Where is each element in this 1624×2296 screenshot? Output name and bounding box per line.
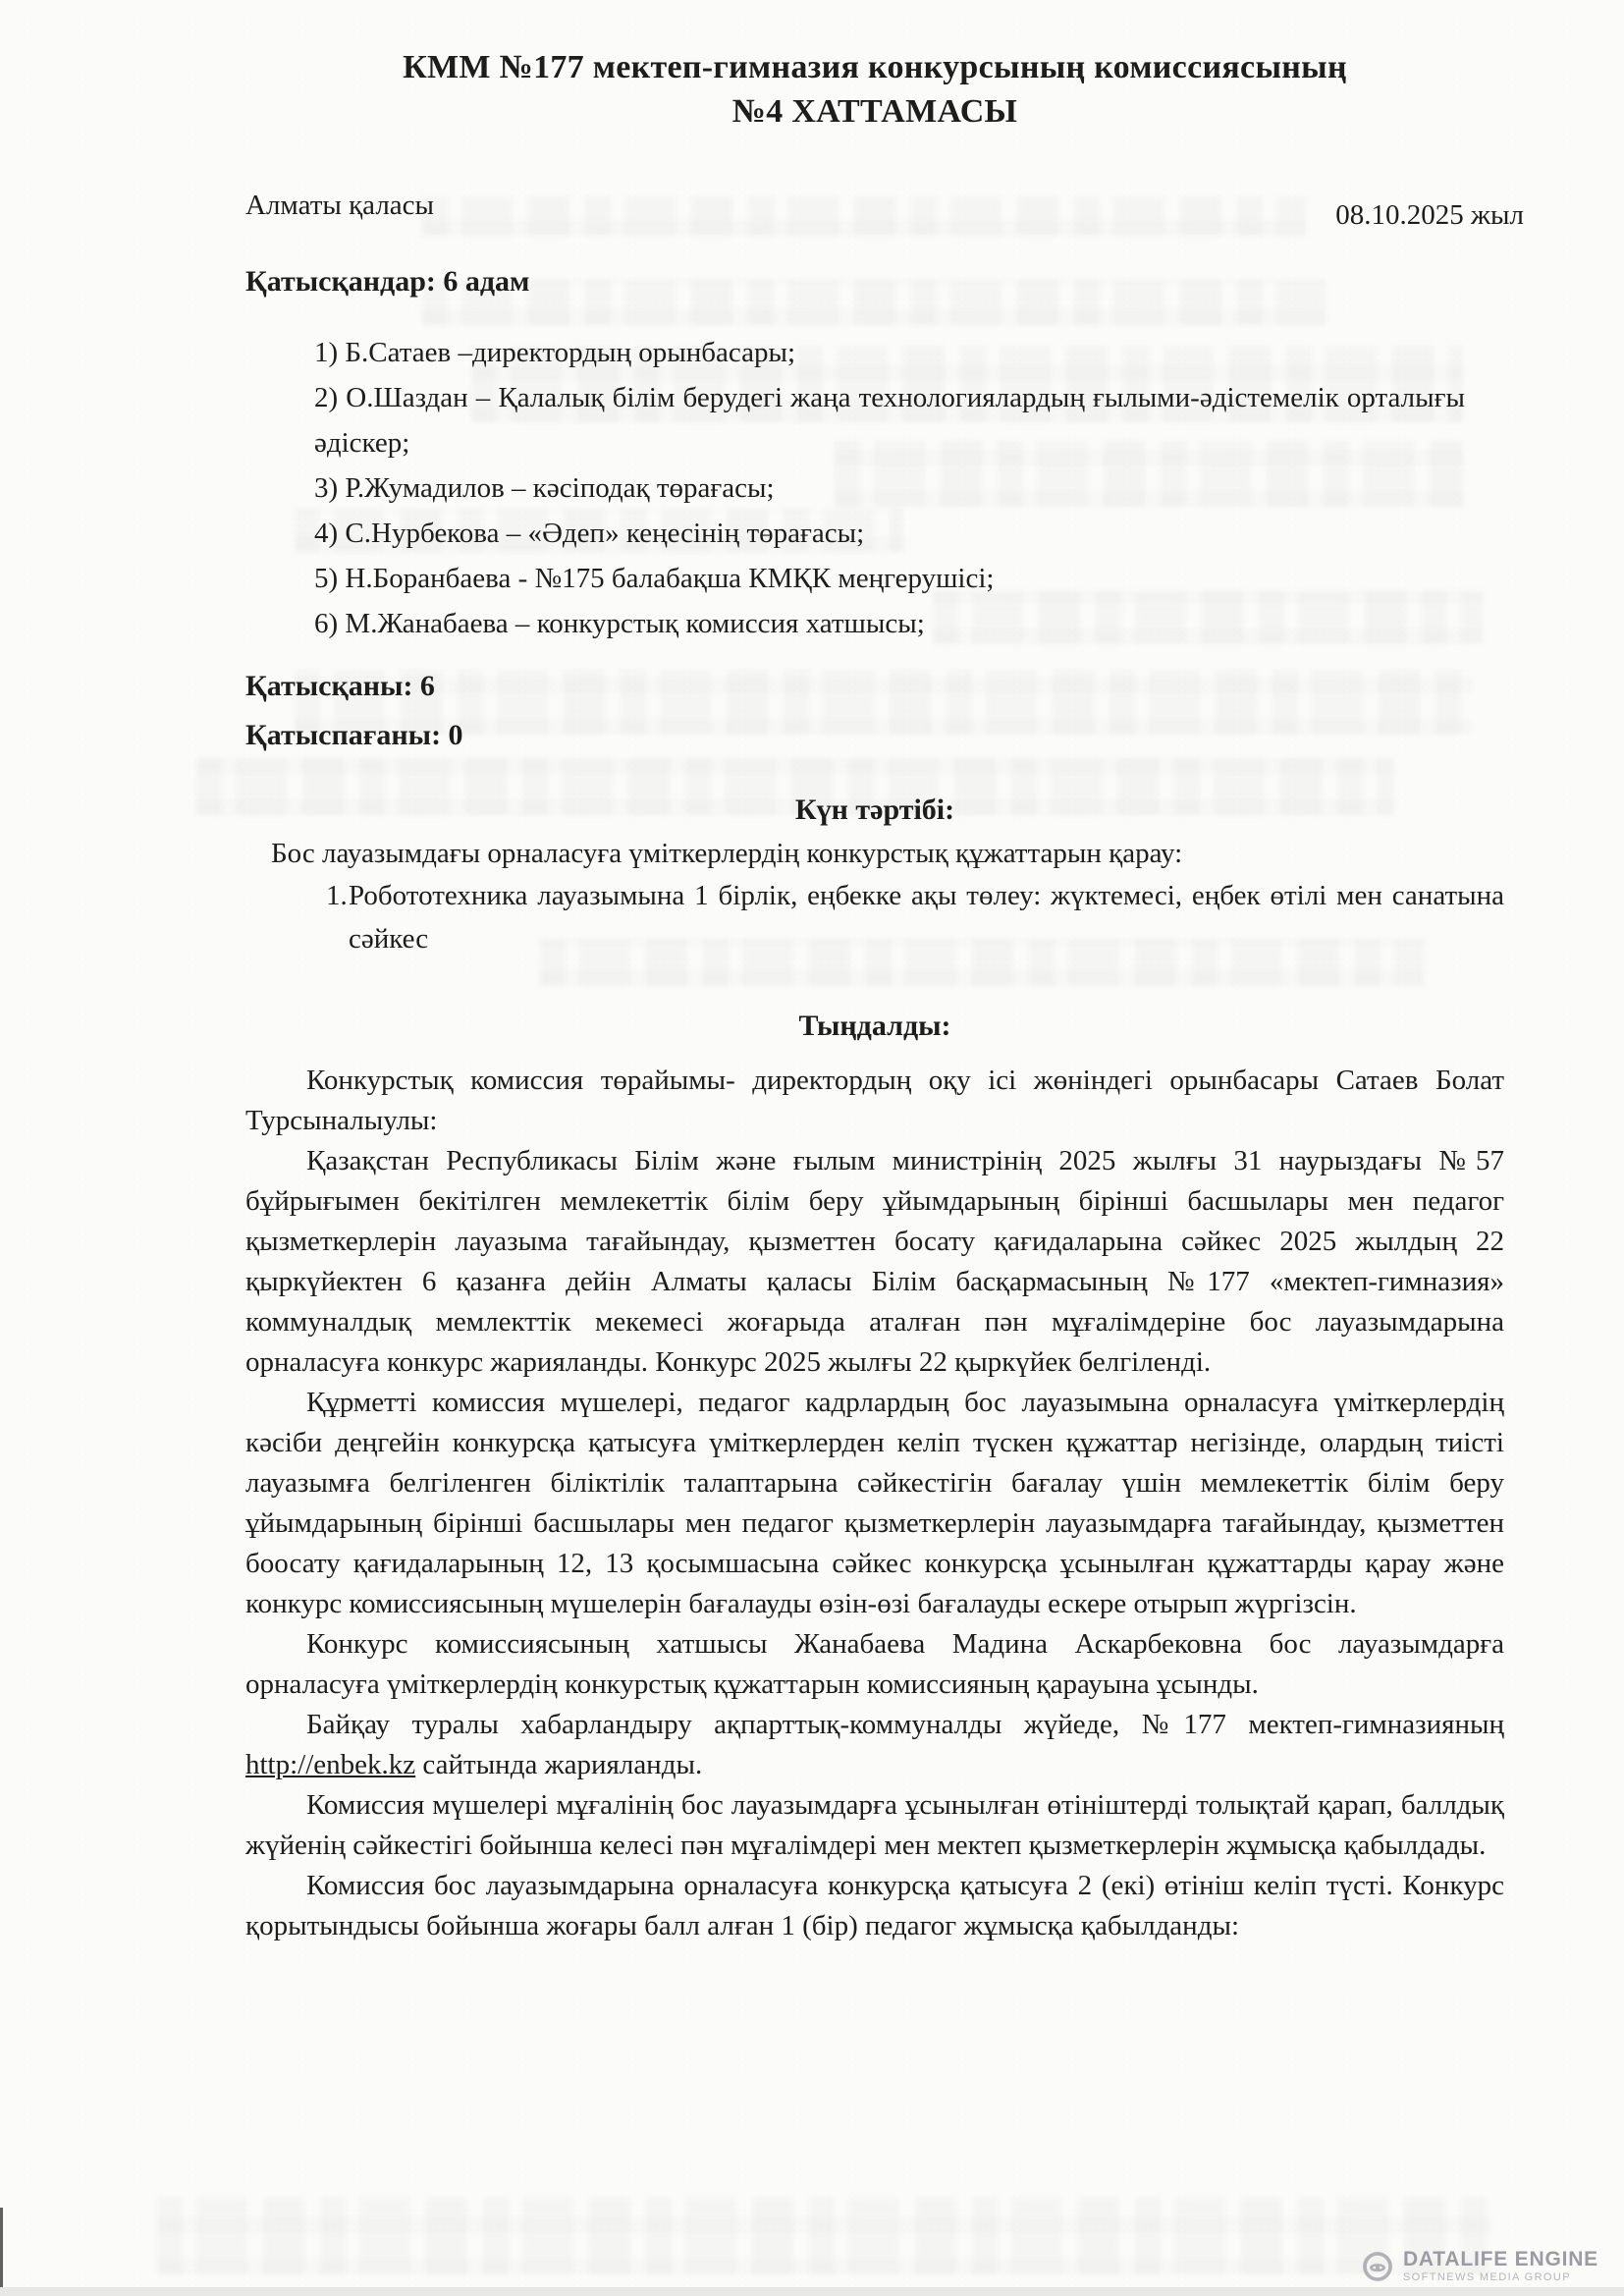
document-title <box>245 45 1504 134</box>
paragraph: Комиссия мүшелері мұғалінің бос лауазымдарға ұсынылған өтініштерді толықтай қарап, баллдық жүйенің сәйкестігі бойынша келесі пән мұғалімдері мен мектеп қызметкерлерін жұмысқа қабылдады. <box>245 1789 1504 1861</box>
heard-body <box>245 1061 1504 1946</box>
paragraph: Конкурстық комиссия төрайымы- директордың оқу ісі жөніндегі орынбасары Сатаев Болат Турсыналыулы: <box>245 1065 1504 1136</box>
protocol-number: №4 ХАТТАМАСЫ <box>731 93 1018 130</box>
scan-bottom-edge <box>0 2287 1624 2296</box>
attendee-item: 4) С.Нурбекова – «Әдеп» кеңесінің төрағасы; <box>314 518 865 549</box>
attendee-list <box>314 330 1465 646</box>
bleed-through-artifact <box>157 2198 1492 2274</box>
agenda-item-number: 1. <box>326 880 348 911</box>
enbek-link[interactable]: http://enbek.kz <box>245 1749 416 1780</box>
city-label: Алматы қаласы <box>245 190 435 221</box>
agenda-heading: Күн тәртібі: <box>794 793 955 826</box>
attendee-item: 6) М.Жанабаева – конкурстық комиссия хатшысы; <box>314 608 925 639</box>
title-line-1: КММ №177 мектеп-гимназия конкурсының комиссиясының <box>403 49 1347 85</box>
date-label: 08.10.2025 жыл <box>1335 199 1524 231</box>
attendee-item: 3) Р.Жумадилов – кәсіподақ төрағасы; <box>314 472 775 504</box>
attendees-heading: Қатысқандар: 6 адам <box>245 265 530 298</box>
paragraph-with-link <box>245 1705 1504 1785</box>
watermark-subtitle: SOFTNEWS MEDIA GROUP <box>1402 2271 1571 2284</box>
watermark <box>1361 2249 1598 2284</box>
agenda-item-text: Робототехника лауазымына 1 бірлік, еңбекке ақы төлеу: жүктемесі, еңбек өтілі мен санатына сәйкес <box>349 880 1504 955</box>
scan-edge-line <box>0 2208 3 2290</box>
paragraph: Конкурс комиссиясының хатшысы Жанабаева Мадина Аскарбековна бос лауазымдарға орналасуға үміткерлердің конкурстық құжаттарын комиссияның қарауына ұсынды. <box>245 1628 1504 1700</box>
paragraph: Құрметті комиссия мүшелері, педагог кадрлардың бос лауазымына орналасуға үміткерлердің кәсіби деңгейін конкурсқа қатысуға үміткерлерден келіп түскен құжаттар негізінде, олардың тиісті лауазымға белгіленген біліктілік талаптарына сәйкестігін бағалау үшін мемлекеттік білім беру ұйымдарының бірінші басшылары мен педагог қызметкерлерін лауазымдарға тағайындау, қызметтен боосату қағидаларының 12, 13 қосымшасына сәйкес конкурсқа ұсынылған құжаттарды қарау және конкурс комиссиясының мүшелерін бағалауды өзін-өзі бағалауды ескере отырып жүргізсін. <box>245 1387 1504 1619</box>
attendee-item: 2) О.Шаздан – Қалалық білім берудегі жаңа технологиялардың ғылыми-әдістемелік орталығы әдіскер; <box>314 382 1465 459</box>
agenda-intro: Бос лауазымдағы орналасуға үміткерлердің конкурстық құжаттарын қарау: <box>271 838 1183 869</box>
announcement-text-after: сайтында жарияланды. <box>415 1749 703 1780</box>
watermark-text <box>1403 2249 1598 2284</box>
absent-count: Қатыспағаны: 0 <box>245 719 463 751</box>
present-count: Қатысқаны: 6 <box>245 670 435 702</box>
attendance-counts <box>245 662 1504 760</box>
watermark-title: DATALIFE ENGINE <box>1402 2248 1598 2271</box>
attendee-item: 5) Н.Боранбаева - №175 балабақша КМҚК меңгерушісі; <box>314 563 995 594</box>
attendee-item: 1) Б.Сатаев –директордың орынбасары; <box>314 337 796 368</box>
announcement-text-before: Байқау туралы хабарландыру ақпарттық-коммуналды жүйеде, №177 мектеп-гимназияның <box>306 1709 1504 1740</box>
paragraph: Комиссия бос лауазымдарына орналасуға конкурсқа қатысуға 2 (екі) өтініш келіп түсті. Конкурс қорытындысы бойынша жоғары балл алған 1 (бір) педагог жұмысқа қабылданды: <box>245 1870 1504 1941</box>
meta-row <box>245 185 1524 231</box>
paragraph: Қазақстан Республикасы Білім және ғылым министрінің 2025 жылғы 31 наурыздағы №57 бұйрығымен бекітілген мемлекеттік білім беру ұйымдарының бірінші басшылары мен педагог қызметкерлерін лауазыма тағайындау, қызметтен босату қағидаларына сәйкес 2025 жылдың 22 қыркүйектен 6 қазанға дейін Алматы қаласы Білім басқармасының №177 «мектеп-гимназия» коммуналдық мемлекттік мекемесі жоғарыда аталған пән мұғалімдеріне бос лауазымдарына орналасуға конкурс жарияланды. Конкурс 2025 жылғы 22 қыркүйек белгіленді. <box>245 1145 1504 1378</box>
datalife-eye-icon <box>1361 2250 1394 2283</box>
heard-heading: Тыңдалды: <box>798 1010 951 1042</box>
agenda-item <box>245 874 1504 960</box>
